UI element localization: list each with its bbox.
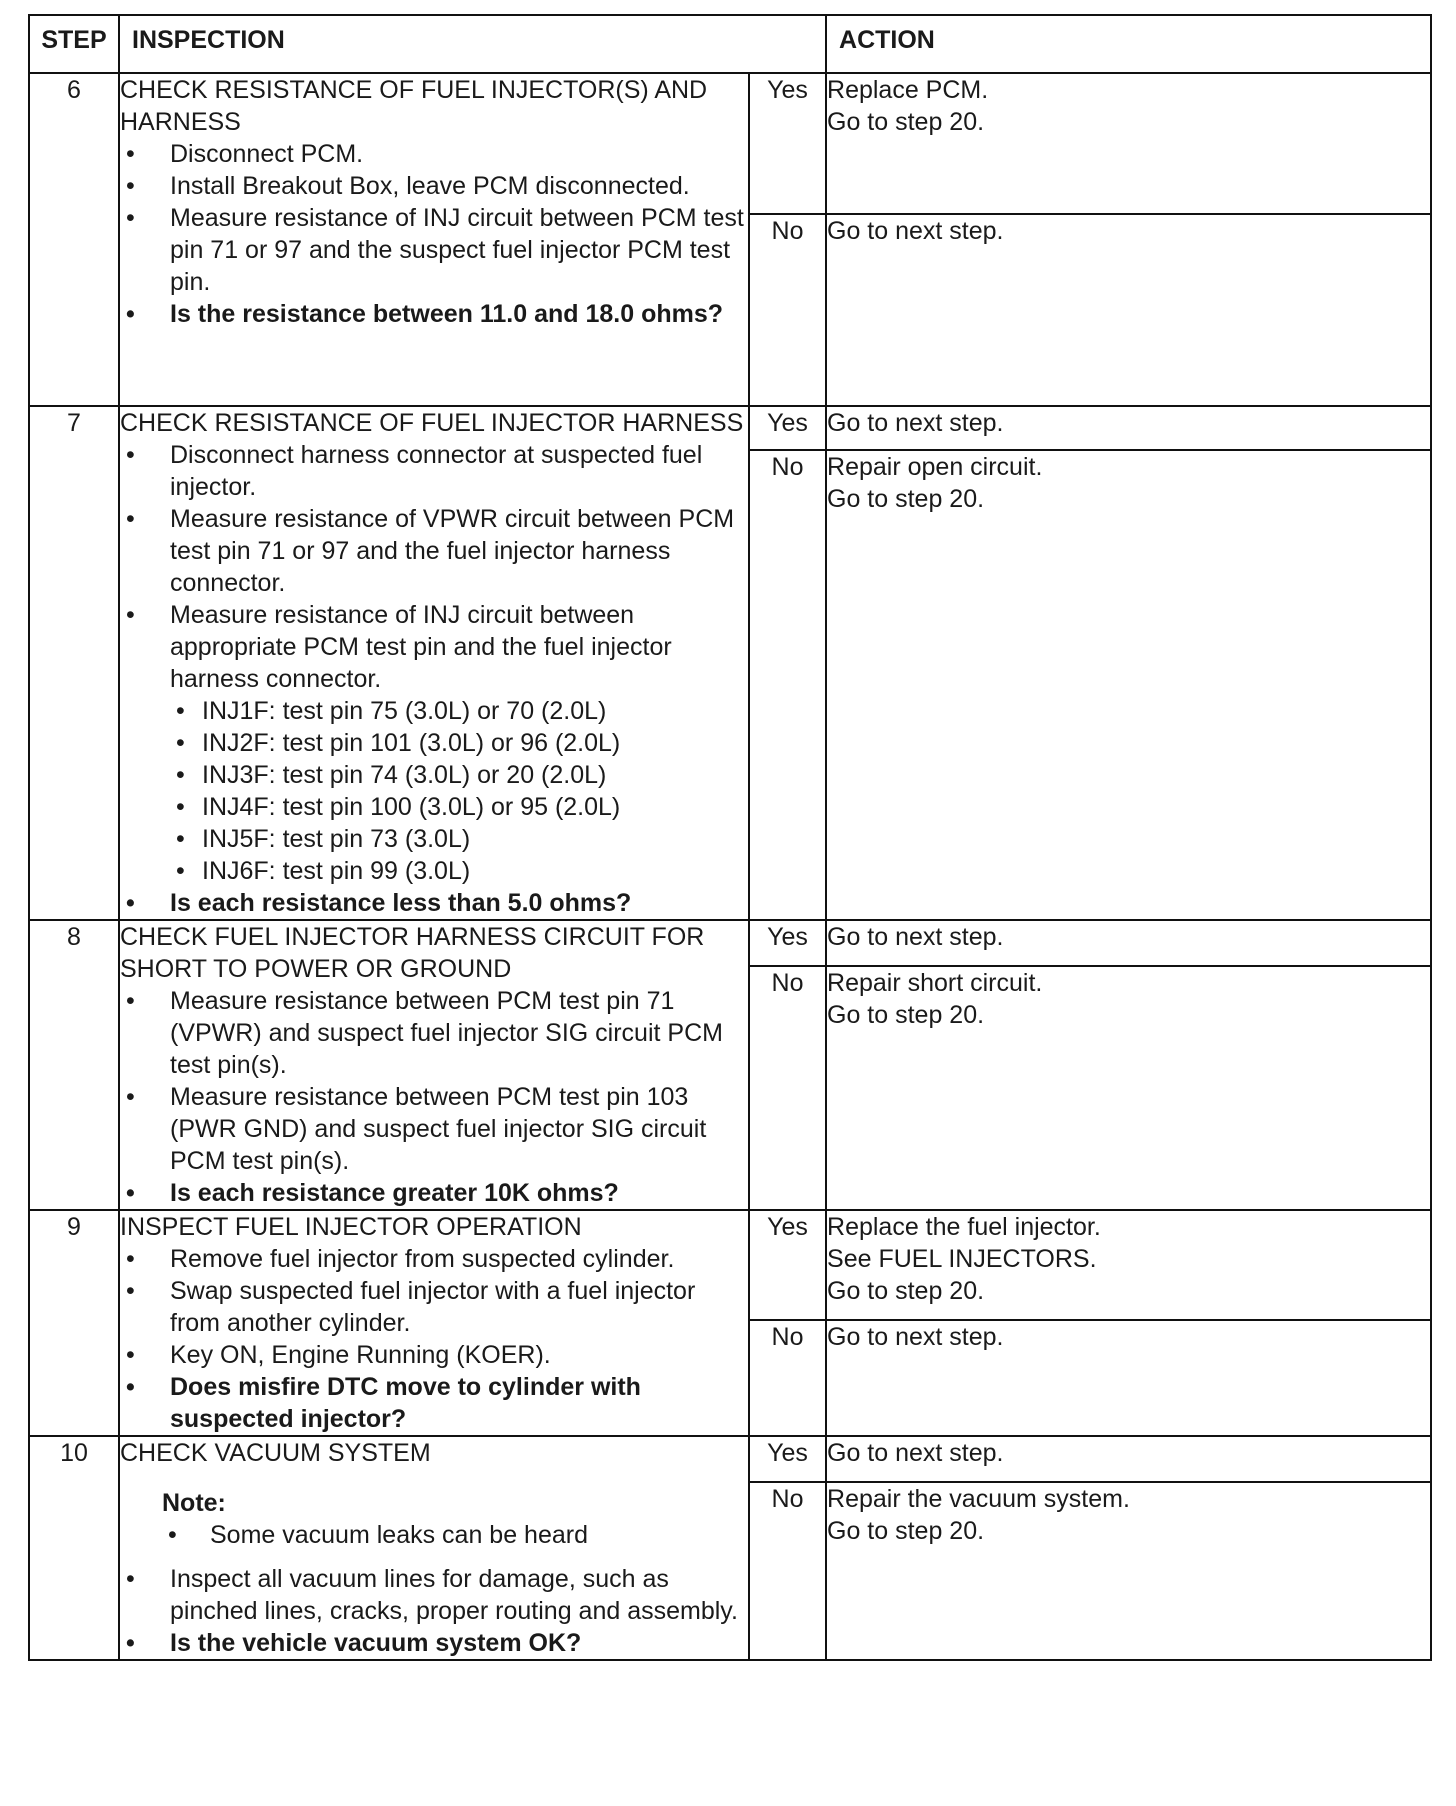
action-line: Repair open circuit.	[827, 453, 1043, 481]
step-number: 9	[29, 1210, 119, 1436]
action-column-header: ACTION	[826, 15, 1431, 73]
action-line: Go to step 20.	[827, 1277, 985, 1305]
step-row-9	[29, 1210, 1431, 1436]
inspection-bullets	[120, 439, 748, 919]
no-action-cell	[826, 450, 1431, 920]
inspection-title: CHECK RESISTANCE OF FUEL INJECTOR HARNESS	[120, 409, 744, 437]
yes-label: Yes	[749, 920, 826, 966]
yes-action-cell	[826, 73, 1431, 214]
action-line: Go to next step.	[827, 217, 1004, 245]
test-pin-item: • INJ4F: test pin 100 (3.0L) or 95 (2.0L)	[170, 791, 748, 823]
list-item	[120, 599, 748, 887]
list-item: • Measure resistance between PCM test pin 103 (PWR GND) and suspect fuel injector SIG circuit PCM test pin(s).	[120, 1081, 748, 1177]
no-action-cell	[826, 1482, 1431, 1660]
test-pin-item: • INJ5F: test pin 73 (3.0L)	[170, 823, 748, 855]
list-item: • Measure resistance of VPWR circuit between PCM test pin 71 or 97 and the fuel injector harness connector.	[120, 503, 748, 599]
no-label: No	[749, 214, 826, 406]
action-line: Replace the fuel injector.	[827, 1213, 1101, 1241]
diagnostic-table-page	[28, 14, 1430, 1661]
test-pin-item: • INJ1F: test pin 75 (3.0L) or 70 (2.0L)	[170, 695, 748, 727]
step-number: 10	[29, 1436, 119, 1660]
step-number: 6	[29, 73, 119, 406]
step-column-header: STEP	[29, 15, 119, 73]
inspection-cell	[119, 1210, 749, 1436]
action-line: Repair short circuit.	[827, 969, 1043, 997]
inspection-cell	[119, 920, 749, 1210]
yes-label: Yes	[749, 73, 826, 214]
list-item: • Measure resistance of INJ circuit between PCM test pin 71 or 97 and the suspect fuel injector PCM test pin.	[120, 202, 748, 298]
action-line: Replace PCM.	[827, 76, 989, 104]
list-item: • Disconnect PCM.	[120, 138, 748, 170]
inspection-cell	[119, 73, 749, 406]
step-number: 8	[29, 920, 119, 1210]
test-pin-item: • INJ2F: test pin 101 (3.0L) or 96 (2.0L)	[170, 727, 748, 759]
step-row-10	[29, 1436, 1431, 1660]
test-pin-list	[170, 695, 748, 887]
action-line: Go to step 20.	[827, 1517, 985, 1545]
inspection-title: CHECK FUEL INJECTOR HARNESS CIRCUIT FOR SHORT TO POWER OR GROUND	[120, 923, 705, 983]
yes-action-cell	[826, 1210, 1431, 1320]
yes-label: Yes	[749, 406, 826, 450]
inspection-question: • Does misfire DTC move to cylinder with suspected injector?	[120, 1371, 748, 1435]
note-block	[162, 1487, 748, 1551]
action-line: Go to step 20.	[827, 485, 985, 513]
step-number: 7	[29, 406, 119, 920]
action-line: Go to step 20.	[827, 1001, 985, 1029]
list-item: • Disconnect harness connector at suspected fuel injector.	[120, 439, 748, 503]
yes-label: Yes	[749, 1210, 826, 1320]
no-action-cell	[826, 214, 1431, 406]
action-line: Go to next step.	[827, 923, 1004, 951]
no-label: No	[749, 450, 826, 920]
no-label: No	[749, 1320, 826, 1436]
yes-label: Yes	[749, 1436, 826, 1482]
list-item: • Swap suspected fuel injector with a fuel injector from another cylinder.	[120, 1275, 748, 1339]
step-row-7	[29, 406, 1431, 920]
action-line: Go to next step.	[827, 1439, 1004, 1467]
no-label: No	[749, 966, 826, 1210]
action-line: Go to next step.	[827, 1323, 1004, 1351]
list-item: • Measure resistance between PCM test pin 71 (VPWR) and suspect fuel injector SIG circuit PCM test pin(s).	[120, 985, 748, 1081]
header-row	[29, 15, 1431, 73]
inspection-cell	[119, 1436, 749, 1660]
action-line: See FUEL INJECTORS.	[827, 1245, 1097, 1273]
list-item: • Remove fuel injector from suspected cylinder.	[120, 1243, 748, 1275]
no-action-cell	[826, 1320, 1431, 1436]
inspection-question: • Is the vehicle vacuum system OK?	[120, 1627, 748, 1659]
inspection-question: • Is each resistance greater 10K ohms?	[120, 1177, 748, 1209]
yes-action-cell	[826, 1436, 1431, 1482]
note-list	[162, 1519, 748, 1551]
inspection-bullets	[120, 138, 748, 330]
inspection-cell	[119, 406, 749, 920]
test-pin-item: • INJ6F: test pin 99 (3.0L)	[170, 855, 748, 887]
inspection-bullets	[120, 1563, 748, 1659]
yes-action-cell	[826, 920, 1431, 966]
inspection-question: • Is the resistance between 11.0 and 18.0 ohms?	[120, 298, 748, 330]
inspection-title: CHECK RESISTANCE OF FUEL INJECTOR(S) AND HARNESS	[120, 76, 708, 136]
step-row-6	[29, 73, 1431, 406]
inspection-title: INSPECT FUEL INJECTOR OPERATION	[120, 1213, 582, 1241]
action-line: Repair the vacuum system.	[827, 1485, 1130, 1513]
test-pin-item: • INJ3F: test pin 74 (3.0L) or 20 (2.0L)	[170, 759, 748, 791]
diagnostic-table	[28, 14, 1432, 1661]
list-item-text: Measure resistance of INJ circuit between appropriate PCM test pin and the fuel injector harness connector.	[170, 601, 672, 693]
inspection-bullets	[120, 985, 748, 1209]
step-row-8	[29, 920, 1431, 1210]
note-item: • Some vacuum leaks can be heard	[162, 1519, 748, 1551]
no-label: No	[749, 1482, 826, 1660]
inspection-title: CHECK VACUUM SYSTEM	[120, 1439, 431, 1467]
inspection-bullets	[120, 1243, 748, 1435]
inspection-column-header: INSPECTION	[119, 15, 826, 73]
list-item: • Key ON, Engine Running (KOER).	[120, 1339, 748, 1371]
list-item: • Install Breakout Box, leave PCM disconnected.	[120, 170, 748, 202]
note-label: Note:	[162, 1489, 226, 1517]
list-item: • Inspect all vacuum lines for damage, such as pinched lines, cracks, proper routing and assembly.	[120, 1563, 748, 1627]
action-line: Go to step 20.	[827, 108, 985, 136]
action-line: Go to next step.	[827, 409, 1004, 437]
inspection-question: • Is each resistance less than 5.0 ohms?	[120, 887, 748, 919]
yes-action-cell	[826, 406, 1431, 450]
no-action-cell	[826, 966, 1431, 1210]
